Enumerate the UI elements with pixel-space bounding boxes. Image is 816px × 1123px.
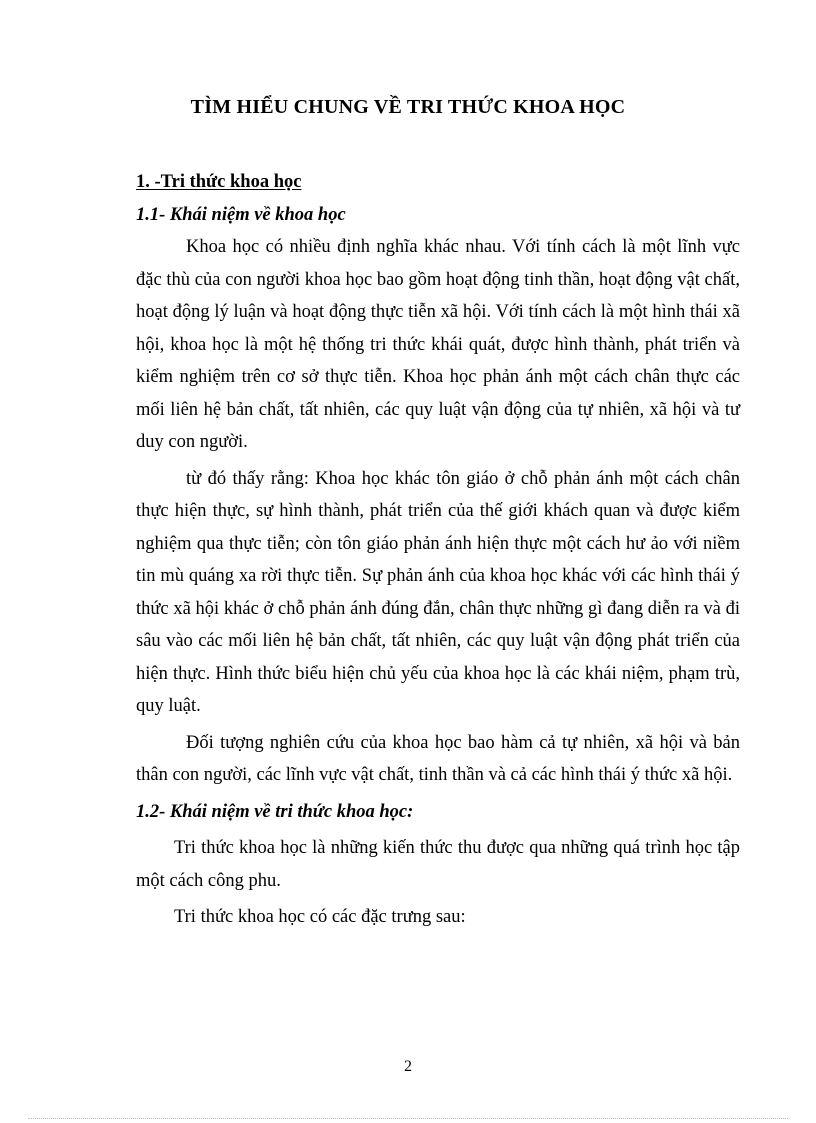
- paragraph-science-vs-religion: từ đó thấy rằng: Khoa học khác tôn giáo ở chỗ phản ánh một cách chân thực hiện thực, sự hình thành, phát triển của thế giới khách quan và được kiểm nghiệm qua thực tiễn; còn tôn giáo phản ánh hiện thực một cách hư ảo với niềm tin mù quáng xa rời thực tiễn. Sự phản ánh của khoa học khác với các hình thái ý thức xã hội khác ở chỗ phản ánh đúng đắn, chân thực những gì đang diễn ra và đi sâu vào các mối liên hệ bản chất, tất nhiên, các quy luật vận động phát triển của hiện thực. Hình thức biểu hiện chủ yếu của khoa học là các khái niệm, phạm trù, quy luật.: [136, 468, 740, 716]
- paragraph-research-object: Đối tượng nghiên cứu của khoa học bao hàm cả tự nhiên, xã hội và bản thân con người, các lĩnh vực vật chất, tinh thần và cả các hình thái ý thức xã hội.: [136, 732, 740, 785]
- section-heading-1: 1. -Tri thức khoa học: [136, 172, 302, 192]
- subsection-heading-1-1: 1.1- Khái niệm về khoa học: [136, 204, 346, 225]
- page-number: 2: [404, 1058, 412, 1075]
- document-body: [136, 166, 740, 934]
- page-bottom-border: [28, 1118, 788, 1119]
- subsection-heading-1-2: 1.2- Khái niệm về tri thức khoa học:: [136, 801, 414, 822]
- paragraph-scientific-knowledge-features: Tri thức khoa học có các đặc trưng sau:: [174, 907, 466, 927]
- paragraph-definition-science: Khoa học có nhiều định nghĩa khác nhau. Với tính cách là một lĩnh vực đặc thù của con người khoa học bao gồm hoạt động tinh thần, hoạt động vật chất, hoạt động lý luận và hoạt động thực tiễn xã hội. Với tính cách là một hình thái xã hội, khoa học là một hệ thống tri thức khái quát, được hình thành, phát triển và kiểm nghiệm trên cơ sở thực tiễn. Khoa học phản ánh một cách chân thực các mối liên hệ bản chất, tất nhiên, các quy luật vận động của tự nhiên, xã hội và tư duy con người.: [136, 237, 740, 452]
- document-title: TÌM HIỂU CHUNG VỀ TRI THỨC KHOA HỌC: [190, 96, 626, 118]
- paragraph-scientific-knowledge-definition: Tri thức khoa học là những kiến thức thu được qua những quá trình học tập một cách công phu.: [136, 838, 740, 891]
